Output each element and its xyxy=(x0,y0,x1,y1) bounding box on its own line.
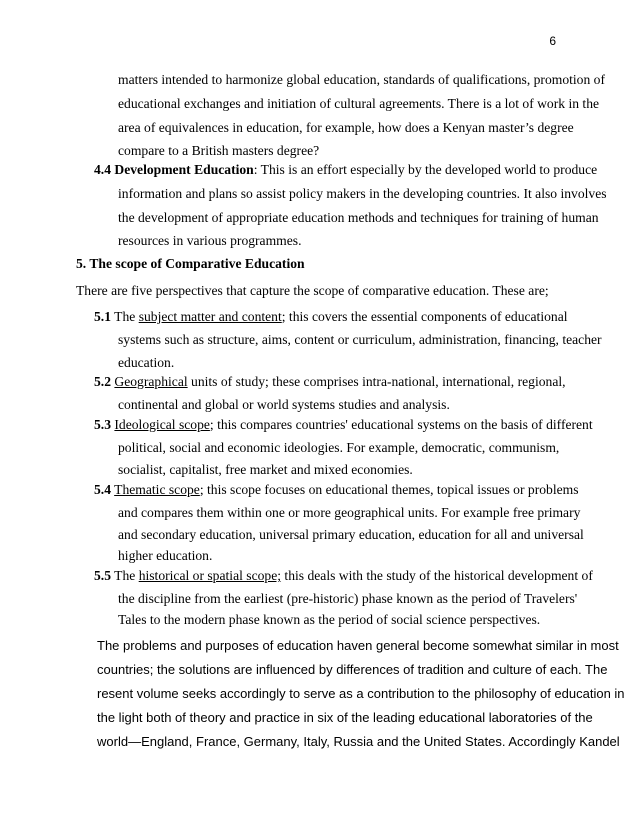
item-first-line xyxy=(94,482,579,498)
text-line: compare to a British masters degree? xyxy=(118,143,320,158)
item-term: Ideological scope xyxy=(114,417,210,432)
item-text: ; this scope focuses on educational themes, topical issues or problems xyxy=(199,482,579,497)
text-line: Tales to the modern phase known as the period of social science perspectives. xyxy=(118,612,541,627)
page-number: 6 xyxy=(549,34,556,48)
text-line: resent volume seeks accordingly to serve as a contribution to the philosophy of education in xyxy=(97,686,625,701)
item-number: 5.1 xyxy=(94,309,111,324)
text-line: higher education. xyxy=(118,548,213,563)
text-line: and compares them within one or more geographical units. For example free primary xyxy=(118,505,581,520)
item-term: subject matter and content xyxy=(138,309,282,324)
text-line: the development of appropriate education methods and techniques for training of human xyxy=(118,210,599,225)
item-text: The xyxy=(111,309,139,324)
text-line: education. xyxy=(118,355,175,370)
text-line: educational exchanges and initiation of cultural agreements. There is a lot of work in the xyxy=(118,96,600,111)
section-heading: 5. The scope of Comparative Education xyxy=(76,256,305,271)
text-line: The problems and purposes of education haven general become somewhat similar in most xyxy=(97,638,619,653)
text-line: matters intended to harmonize global education, standards of qualifications, promotion of xyxy=(118,72,605,87)
item-first-line xyxy=(94,162,597,178)
item-number: 5.2 xyxy=(94,374,111,389)
item-text: units of study; these comprises intra-national, international, regional, xyxy=(187,374,566,389)
item-number: 5.5 xyxy=(94,568,111,583)
item-term: Thematic scope xyxy=(114,482,200,497)
text-line: resources in various programmes. xyxy=(118,233,302,248)
item-term: historical or spatial scope; xyxy=(138,568,282,583)
text-line: world—England, France, Germany, Italy, Russia and the United States. Accordingly Kandel xyxy=(97,734,620,749)
item-first-line xyxy=(94,568,593,584)
item-number: 5.3 xyxy=(94,417,111,432)
item-text: : This is an effort especially by the developed world to produce xyxy=(253,162,598,177)
text-line: political, social and economic ideologies. For example, democratic, communism, xyxy=(118,440,560,455)
text-line: continental and global or world systems studies and analysis. xyxy=(118,397,450,412)
item-title: Development Education xyxy=(114,162,254,177)
item-text: The xyxy=(111,568,139,583)
item-text: ; this compares countries' educational systems on the basis of different xyxy=(209,417,593,432)
item-term: Geographical xyxy=(114,374,188,389)
text-line: the discipline from the earliest (pre-historic) phase known as the period of Travelers' xyxy=(118,591,578,606)
text-line: socialist, capitalist, free market and mixed economies. xyxy=(118,462,413,477)
item-number: 4.4 xyxy=(94,162,111,177)
text-line: area of equivalences in education, for example, how does a Kenyan master’s degree xyxy=(118,120,574,135)
text-line: and secondary education, universal primary education, education for all and universal xyxy=(118,527,584,542)
text-line: countries; the solutions are influenced by differences of tradition and culture of each. The xyxy=(97,662,608,677)
item-first-line xyxy=(94,309,568,325)
item-text: this deals with the study of the historical development of xyxy=(281,568,593,583)
item-first-line xyxy=(94,417,593,433)
text-line: systems such as structure, aims, content or curriculum, administration, financing, teacher xyxy=(118,332,602,347)
item-number: 5.4 xyxy=(94,482,111,497)
item-text: ; this covers the essential components of educational xyxy=(281,309,568,324)
section-intro: There are five perspectives that capture the scope of comparative education. These are; xyxy=(76,283,549,298)
text-line: the light both of theory and practice in six of the leading educational laboratories of the xyxy=(97,710,593,725)
text-line: information and plans so assist policy makers in the developing countries. It also involves xyxy=(118,186,607,201)
item-first-line xyxy=(94,374,566,390)
